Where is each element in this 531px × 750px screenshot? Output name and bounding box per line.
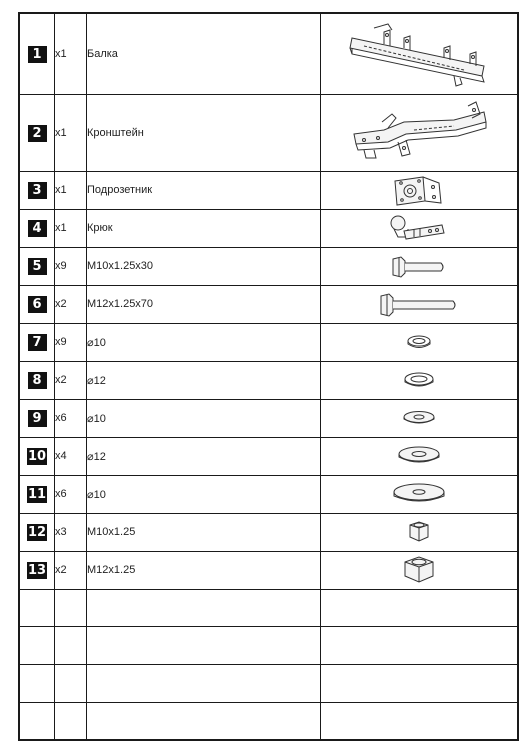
part-image-cell bbox=[321, 361, 519, 399]
part-quantity-cell bbox=[55, 285, 87, 323]
part-number-badge: 4 bbox=[28, 220, 47, 237]
part-name: M12x1.25x70 bbox=[87, 298, 154, 310]
spring-washer-small-icon bbox=[404, 333, 434, 351]
part-number-badge: 2 bbox=[28, 125, 47, 142]
table-row bbox=[19, 209, 518, 247]
part-name-cell bbox=[87, 437, 321, 475]
part-number-cell bbox=[19, 285, 55, 323]
part-number-cell bbox=[19, 702, 55, 740]
part-name-cell bbox=[87, 361, 321, 399]
spring-washer-large-icon bbox=[401, 370, 437, 390]
part-name-cell bbox=[87, 513, 321, 551]
part-quantity: x1 bbox=[55, 47, 67, 60]
part-name-cell bbox=[87, 13, 321, 94]
part-number-badge: 1 bbox=[28, 46, 47, 63]
part-name-cell bbox=[87, 285, 321, 323]
part-name: ⌀12 bbox=[87, 374, 106, 387]
part-quantity-cell bbox=[55, 94, 87, 171]
part-quantity-cell bbox=[55, 513, 87, 551]
bracket-icon bbox=[344, 100, 494, 166]
socket-plate-icon bbox=[389, 173, 449, 207]
part-name: M12x1.25 bbox=[87, 564, 136, 576]
part-quantity-cell bbox=[55, 702, 87, 740]
part-quantity: x1 bbox=[55, 126, 67, 139]
part-name: Кронштейн bbox=[87, 126, 144, 139]
table-row bbox=[19, 437, 518, 475]
table-row bbox=[19, 285, 518, 323]
part-image-cell bbox=[321, 209, 519, 247]
part-quantity: x2 bbox=[55, 374, 67, 386]
part-quantity-cell bbox=[55, 13, 87, 94]
nut-large-icon bbox=[399, 554, 439, 586]
part-name: M10x1.25 bbox=[87, 526, 136, 538]
part-image-cell bbox=[321, 664, 519, 702]
part-image-cell bbox=[321, 247, 519, 285]
flat-washer-small-icon bbox=[399, 409, 439, 427]
table-row bbox=[19, 94, 518, 171]
flat-washer-medium-icon bbox=[394, 445, 444, 467]
part-quantity-cell bbox=[55, 475, 87, 513]
part-number-cell bbox=[19, 513, 55, 551]
part-quantity: x2 bbox=[55, 298, 67, 310]
part-image-cell bbox=[321, 285, 519, 323]
table-row bbox=[19, 551, 518, 589]
part-number-cell bbox=[19, 209, 55, 247]
part-number-cell bbox=[19, 94, 55, 171]
part-image-cell bbox=[321, 589, 519, 626]
part-name-cell bbox=[87, 171, 321, 209]
part-name: ⌀10 bbox=[87, 336, 106, 349]
part-name: M10x1.25x30 bbox=[87, 260, 154, 272]
part-number-cell bbox=[19, 171, 55, 209]
part-quantity: x6 bbox=[55, 488, 67, 500]
bolt-long-icon bbox=[377, 291, 461, 317]
part-name-cell bbox=[87, 94, 321, 171]
part-number-badge: 8 bbox=[28, 372, 47, 389]
part-name-cell bbox=[87, 209, 321, 247]
part-number-cell bbox=[19, 437, 55, 475]
part-name: ⌀10 bbox=[87, 488, 106, 501]
table-row bbox=[19, 475, 518, 513]
table-row bbox=[19, 323, 518, 361]
nut-small-icon bbox=[404, 519, 434, 545]
part-name-cell bbox=[87, 702, 321, 740]
part-name-cell bbox=[87, 551, 321, 589]
part-number-badge: 3 bbox=[28, 182, 47, 199]
part-quantity: x9 bbox=[55, 336, 67, 348]
part-quantity-cell bbox=[55, 247, 87, 285]
part-image-cell bbox=[321, 437, 519, 475]
part-name-cell bbox=[87, 664, 321, 702]
table-row bbox=[19, 399, 518, 437]
part-number-cell bbox=[19, 589, 55, 626]
part-number-cell bbox=[19, 247, 55, 285]
part-image-cell bbox=[321, 702, 519, 740]
part-name: ⌀12 bbox=[87, 450, 106, 463]
part-quantity: x6 bbox=[55, 412, 67, 424]
part-image-cell bbox=[321, 323, 519, 361]
part-quantity-cell bbox=[55, 399, 87, 437]
flat-washer-wide-icon bbox=[389, 482, 449, 506]
table-row bbox=[19, 664, 518, 702]
part-quantity-cell bbox=[55, 664, 87, 702]
part-number-cell bbox=[19, 399, 55, 437]
part-quantity-cell bbox=[55, 209, 87, 247]
part-number-badge: 12 bbox=[27, 525, 47, 540]
table-row bbox=[19, 589, 518, 626]
part-name-cell bbox=[87, 589, 321, 626]
part-number-badge: 5 bbox=[28, 258, 47, 275]
part-quantity-cell bbox=[55, 551, 87, 589]
part-number-cell bbox=[19, 13, 55, 94]
part-image-cell bbox=[321, 94, 519, 171]
part-quantity-cell bbox=[55, 437, 87, 475]
beam-icon bbox=[344, 18, 494, 90]
part-image-cell bbox=[321, 13, 519, 94]
part-quantity-cell bbox=[55, 323, 87, 361]
part-number-badge: 9 bbox=[28, 410, 47, 427]
part-quantity: x3 bbox=[55, 526, 67, 538]
part-quantity-cell bbox=[55, 626, 87, 664]
table-row bbox=[19, 361, 518, 399]
table-row bbox=[19, 702, 518, 740]
part-name: Крюк bbox=[87, 222, 113, 234]
part-number-cell bbox=[19, 475, 55, 513]
part-name: ⌀10 bbox=[87, 412, 106, 425]
table-row bbox=[19, 171, 518, 209]
part-image-cell bbox=[321, 626, 519, 664]
part-quantity-cell bbox=[55, 171, 87, 209]
part-number-badge: 6 bbox=[28, 296, 47, 313]
table-row bbox=[19, 13, 518, 94]
part-number-cell bbox=[19, 361, 55, 399]
bolt-short-icon bbox=[389, 253, 449, 279]
part-image-cell bbox=[321, 399, 519, 437]
part-name-cell bbox=[87, 626, 321, 664]
table-row bbox=[19, 247, 518, 285]
part-quantity: x9 bbox=[55, 260, 67, 272]
part-number-badge: 13 bbox=[27, 563, 47, 578]
tow-hook-icon bbox=[384, 211, 454, 245]
part-name-cell bbox=[87, 399, 321, 437]
parts-list-body bbox=[19, 13, 518, 740]
part-name: Балка bbox=[87, 47, 118, 60]
part-number-badge: 11 bbox=[27, 487, 47, 502]
part-quantity: x1 bbox=[55, 222, 67, 234]
part-number-badge: 7 bbox=[28, 334, 47, 351]
part-name-cell bbox=[87, 247, 321, 285]
part-image-cell bbox=[321, 475, 519, 513]
part-name: Подрозетник bbox=[87, 184, 153, 196]
part-number-badge: 10 bbox=[27, 449, 47, 464]
table-row bbox=[19, 513, 518, 551]
part-quantity: x2 bbox=[55, 564, 67, 576]
part-number-cell bbox=[19, 626, 55, 664]
part-quantity-cell bbox=[55, 361, 87, 399]
part-number-cell bbox=[19, 323, 55, 361]
part-quantity: x1 bbox=[55, 184, 67, 196]
part-image-cell bbox=[321, 513, 519, 551]
table-row bbox=[19, 626, 518, 664]
part-name-cell bbox=[87, 323, 321, 361]
part-quantity-cell bbox=[55, 589, 87, 626]
part-name-cell bbox=[87, 475, 321, 513]
part-image-cell bbox=[321, 551, 519, 589]
part-number-cell bbox=[19, 664, 55, 702]
part-image-cell bbox=[321, 171, 519, 209]
parts-list-table bbox=[18, 12, 519, 741]
part-number-cell bbox=[19, 551, 55, 589]
part-quantity: x4 bbox=[55, 450, 67, 462]
